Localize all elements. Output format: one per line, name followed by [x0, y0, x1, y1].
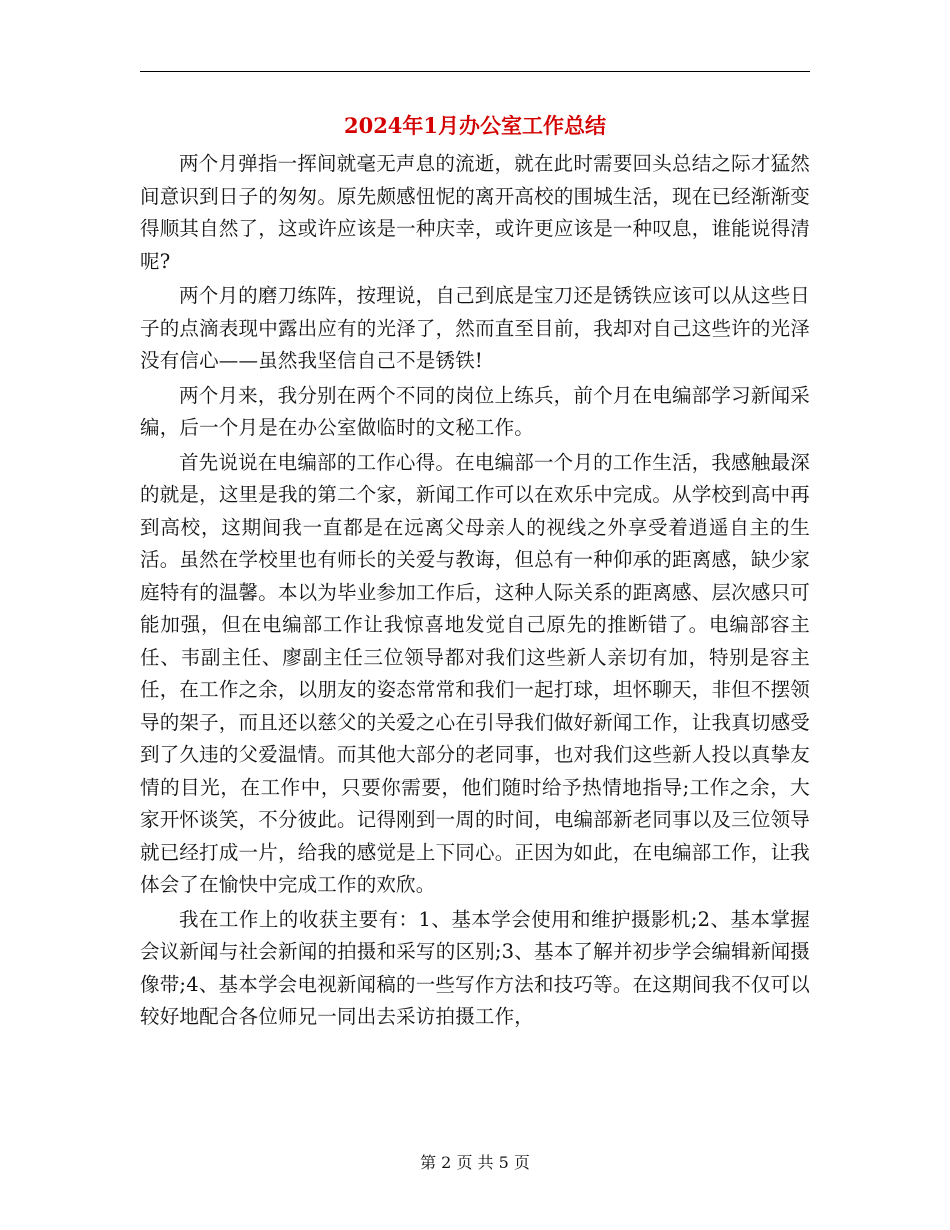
document-body [140, 148, 810, 1036]
document-title: 2024年1月办公室工作总结 [343, 113, 607, 138]
paragraph: 两个月来，我分别在两个不同的岗位上练兵，前个月在电编部学习新闻采编，后一个月是在办公室做临时的文秘工作。 [140, 383, 810, 439]
paragraph: 两个月的磨刀练阵，按理说，自己到底是宝刀还是锈铁应该可以从这些日子的点滴表现中露出应有的光泽了，然而直至目前，我却对自己这些许的光泽没有信心——虽然我坚信自己不是锈铁! [140, 284, 810, 372]
paragraph: 我在工作上的收获主要有：1、基本学会使用和维护摄影机;2、基本掌握会议新闻与社会新闻的拍摄和采写的区别;3、基本了解并初步学会编辑新闻摄像带;4、基本学会电视新闻稿的一些写作方法和技巧等。在这期间我不仅可以较好地配合各位师兄一同出去采访拍摄工作， [140, 907, 810, 1028]
page-number-footer: 第 2 页 共 5 页 [420, 1153, 530, 1172]
header-rule [140, 71, 810, 72]
paragraph: 两个月弹指一挥间就毫无声息的流逝，就在此时需要回头总结之际才猛然间意识到日子的匆匆。原先颇感忸怩的离开高校的围城生活，现在已经渐渐变得顺其自然了，这或许应该是一种庆幸，或许更应该是一种叹息，谁能说得清呢? [140, 152, 810, 273]
paragraph: 首先说说在电编部的工作心得。在电编部一个月的工作生活，我感触最深的就是，这里是我的第二个家，新闻工作可以在欢乐中完成。从学校到高中再到高校，这期间我一直都是在远离父母亲人的视线之外享受着逍遥自主的生活。虽然在学校里也有师长的关爱与教诲，但总有一种仰承的距离感，缺少家庭特有的温馨。本以为毕业参加工作后，这种人际关系的距离感、层次感只可能加强，但在电编部工作让我惊喜地发觉自己原先的推断错了。电编部容主任、韦副主任、廖副主任三位领导都对我们这些新人亲切有加，特别是容主任，在工作之余，以朋友的姿态常常和我们一起打球，坦怀聊天，非但不摆领导的架子，而且还以慈父的关爱之心在引导我们做好新闻工作，让我真切感受到了久违的父爱温情。而其他大部分的老同事，也对我们这些新人投以真挚友情的目光，在工作中，只要你需要，他们随时给予热情地指导;工作之余，大家开怀谈笑，不分彼此。记得刚到一周的时间，电编部新老同事以及三位领导就已经打成一片，给我的感觉是上下同心。正因为如此，在电编部工作，让我体会了在愉快中完成工作的欢欣。 [140, 450, 810, 896]
